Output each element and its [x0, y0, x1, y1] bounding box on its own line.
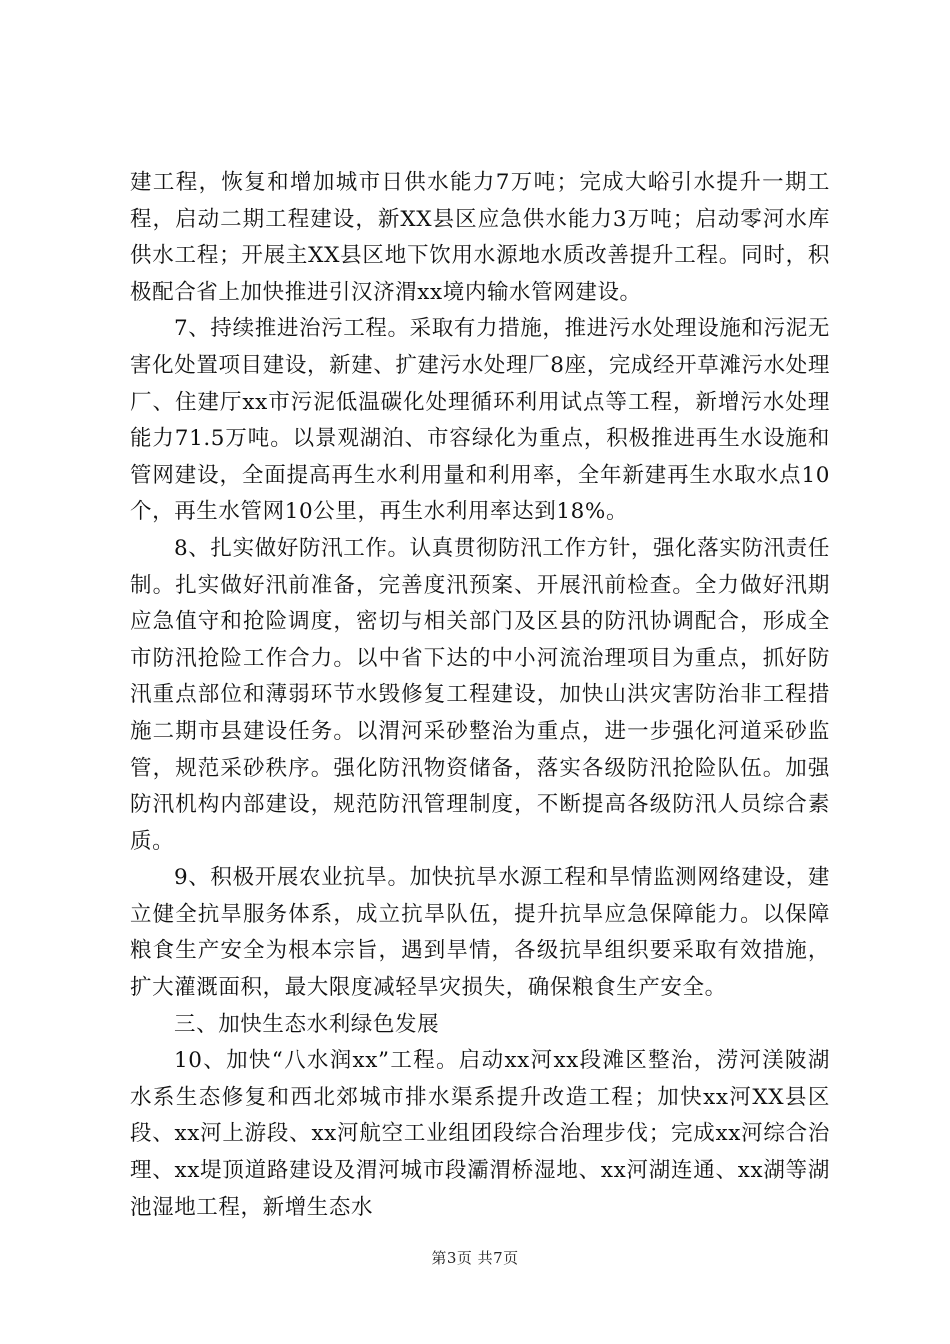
- section-heading-3: 三、加快生态水利绿色发展: [174, 1011, 440, 1037]
- paragraph-item-8: 8、扎实做好防汛工作。认真贯彻防汛工作方针，强化落实防汛责任制。扎实做好汛前准备，完善度汛预案、开展汛前检查。全力做好汛期应急值守和抢险调度，密切与相关部门及区县的防汛协调配合，形成全市防汛抢险工作合力。以中省下达的中小河流治理项目为重点，抓好防汛重点部位和薄弱环节水毁修复工程建设，加快山洪灾害防治非工程措施二期市县建设任务。以渭河采砂整治为重点，进一步强化河道采砂监管，规范采砂秩序。强化防汛物资储备，落实各级防汛抢险队伍。加强防汛机构内部建设，规范防汛管理制度，不断提高各级防汛人员综合素质。: [130, 535, 830, 854]
- paragraph-item-7: 7、持续推进治污工程。采取有力措施，推进污水处理设施和污泥无害化处置项目建设，新建、扩建污水处理厂8座，完成经开草滩污水处理厂、住建厅xx市污泥低温碳化处理循环利用试点等工程，新增污水处理能力71.5万吨。以景观湖泊、市容绿化为重点，积极推进再生水设施和管网建设，全面提高再生水利用量和利用率，全年新建再生水取水点10个，再生水管网10公里，再生水利用率达到18%。: [130, 316, 830, 525]
- paragraph-item-9: 9、积极开展农业抗旱。加快抗旱水源工程和旱情监测网络建设，建立健全抗旱服务体系，成立抗旱队伍，提升抗旱应急保障能力。以保障粮食生产安全为根本宗旨，遇到旱情，各级抗旱组织要采取有效措施，扩大灌溉面积，最大限度减轻旱灾损失，确保粮食生产安全。: [130, 865, 830, 1001]
- paragraph-continuation: 建工程，恢复和增加城市日供水能力7万吨；完成大峪引水提升一期工程，启动二期工程建设，新XX县区应急供水能力3万吨；启动零河水库供水工程；开展主XX县区地下饮用水源地水质改善提升工程。同时，积极配合省上加快推进引汉济渭xx境内输水管网建设。: [130, 170, 830, 305]
- document-body: [130, 165, 830, 1226]
- page-number-label: 第3页 共7页: [431, 1249, 519, 1267]
- page-footer: [0, 1247, 950, 1268]
- paragraph-item-10: 10、加快“八水润xx”工程。启动xx河xx段滩区整治，涝河渼陂湖水系生态修复和西北郊城市排水渠系提升改造工程；加快xx河XX县区段、xx河上游段、xx河航空工业组团段综合治理步伐；完成xx河综合治理、xx堤顶道路建设及渭河城市段灞渭桥湿地、xx河湖连通、xx湖等湖池湿地工程，新增生态水: [130, 1048, 830, 1220]
